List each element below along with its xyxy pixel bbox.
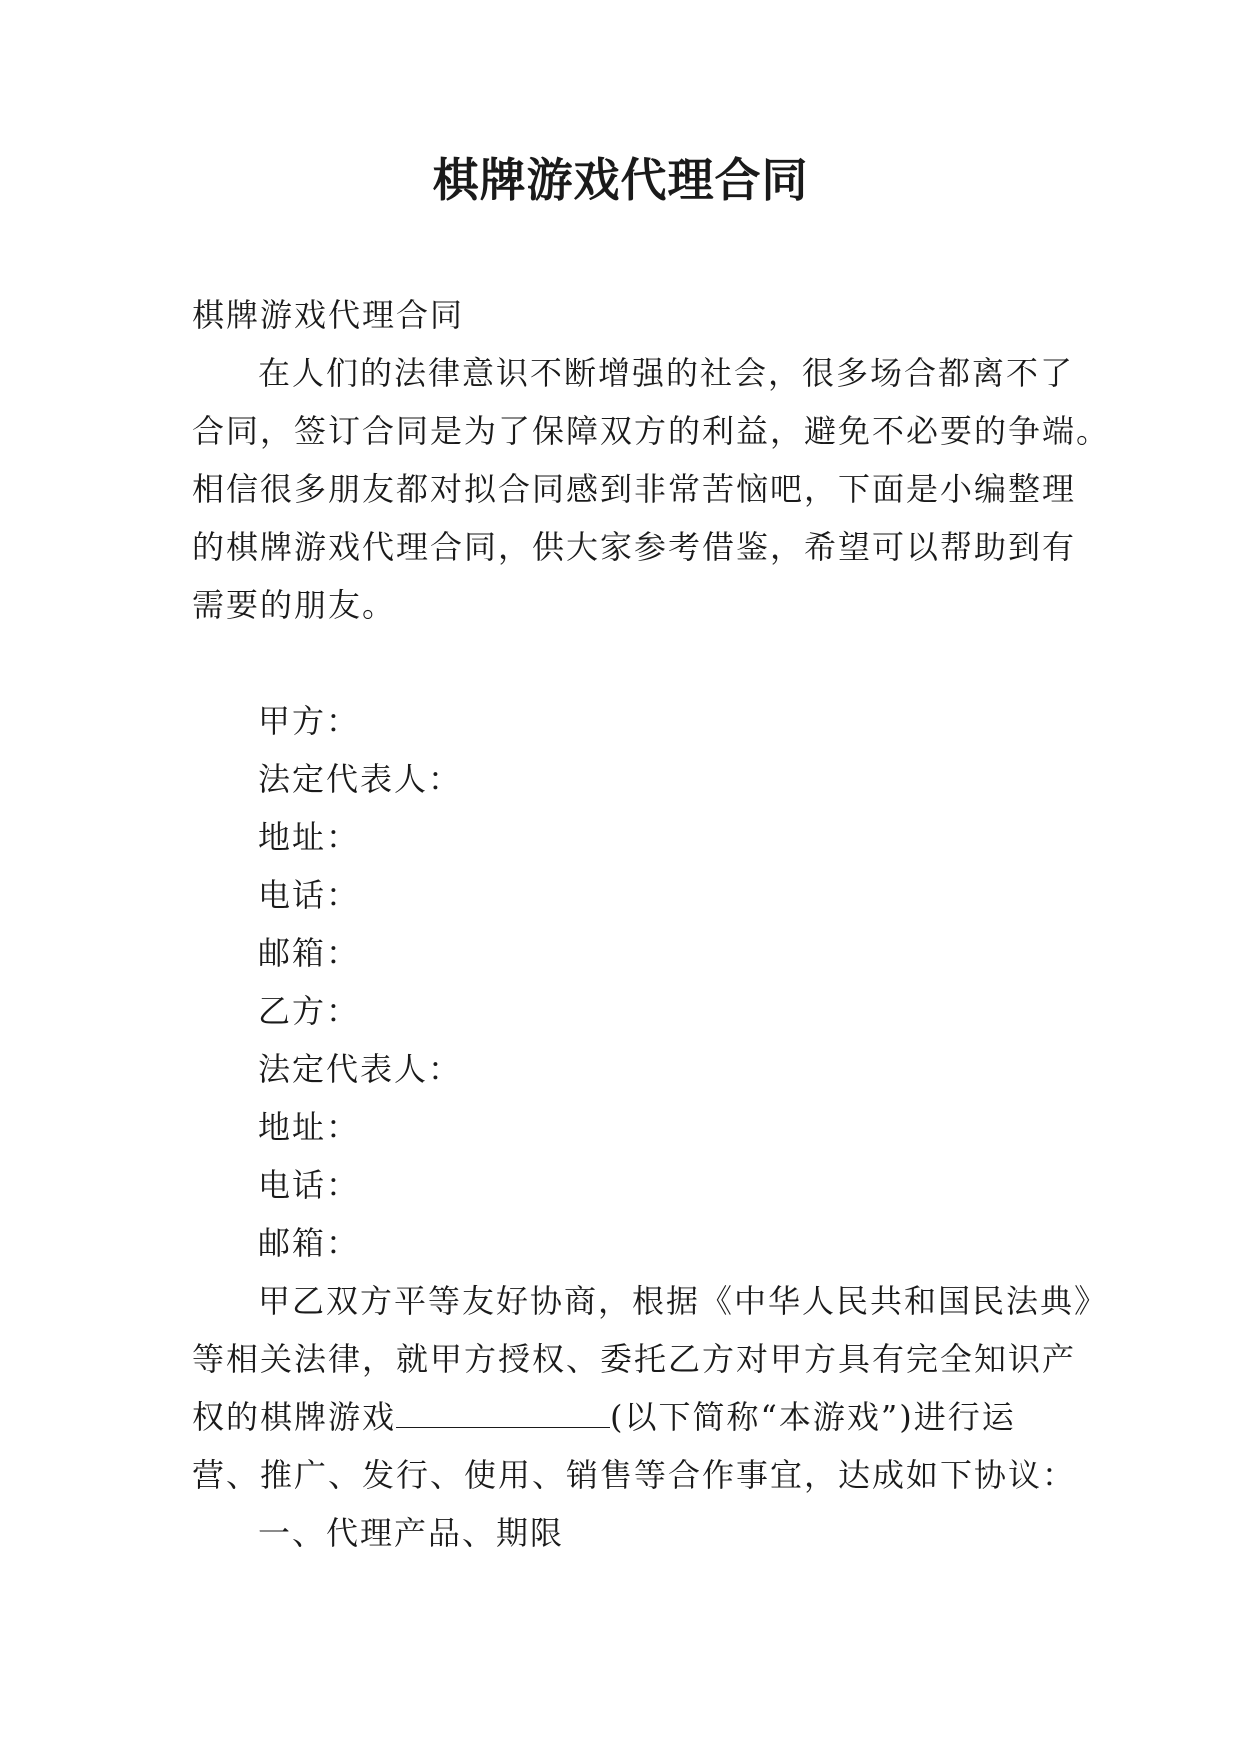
agreement-line-4: 营、推广、发行、使用、销售等合作事宜，达成如下协议：	[192, 1456, 1077, 1494]
agreement-line-1: 甲乙双方平等友好协商，根据《中华人民共和国民法典》	[258, 1282, 1109, 1320]
intro-line-5: 需要的朋友。	[192, 586, 397, 624]
party-b-representative-label: 法定代表人：	[258, 1050, 463, 1088]
agreement-line-3	[192, 1388, 1062, 1446]
intro-line-3: 相信很多朋友都对拟合同感到非常苦恼吧，下面是小编整理	[192, 470, 1077, 508]
section-heading: 一、代理产品、期限	[258, 1514, 565, 1552]
party-a-email-label: 邮箱：	[258, 934, 361, 972]
party-b-phone-label: 电话：	[258, 1166, 361, 1204]
intro-line-1: 在人们的法律意识不断增强的社会，很多场合都离不了	[258, 354, 1075, 392]
paragraph-gap	[192, 634, 1062, 692]
party-a-label: 甲方：	[258, 702, 361, 740]
party-a-address-label: 地址：	[258, 818, 361, 856]
agreement-line-3-end: (以下简称“本游戏”)进行运	[610, 1398, 1016, 1436]
document-subtitle: 棋牌游戏代理合同	[192, 296, 465, 334]
intro-line-2: 合同，签订合同是为了保障双方的利益，避免不必要的争端。	[192, 412, 1111, 450]
agreement-line-3-start: 权的棋牌游戏	[192, 1398, 397, 1436]
intro-line-4: 的棋牌游戏代理合同，供大家参考借鉴，希望可以帮助到有	[192, 528, 1077, 566]
document-title: 棋牌游戏代理合同	[432, 153, 809, 207]
document-body	[192, 286, 1111, 1562]
party-a-phone-label: 电话：	[258, 876, 361, 914]
agreement-line-2: 等相关法律，就甲方授权、委托乙方对甲方具有完全知识产	[192, 1340, 1077, 1378]
party-b-label: 乙方：	[258, 992, 361, 1030]
party-b-address-label: 地址：	[258, 1108, 361, 1146]
party-b-email-label: 邮箱：	[258, 1224, 361, 1262]
party-a-representative-label: 法定代表人：	[258, 760, 463, 798]
game-name-blank	[396, 1393, 610, 1428]
